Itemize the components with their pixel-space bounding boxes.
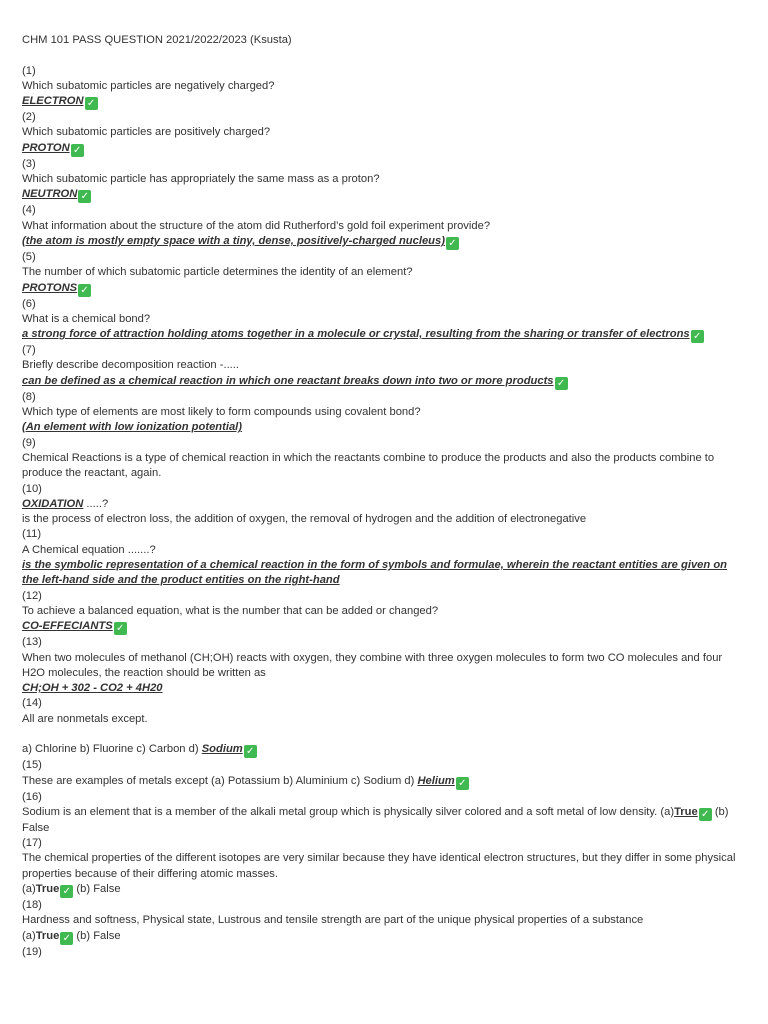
question-text: What information about the structure of the atom did Rutherford’s gold foil experiment provide? (22, 219, 491, 232)
question-number: (2) (22, 111, 36, 124)
check-mark-icon: ✓ (456, 777, 469, 790)
check-mark-icon: ✓ (78, 190, 91, 203)
answer-prefix: (a) (22, 883, 36, 896)
question-number: (16) (22, 790, 42, 803)
question-number: (7) (22, 344, 36, 357)
question-text: All are nonmetals except. (22, 712, 148, 725)
question-text: Which subatomic particle has appropriately the same mass as a proton? (22, 173, 380, 186)
answer-options: a) Chlorine b) Fluorine c) Carbon d) (22, 743, 202, 756)
question-text: What is a chemical bond? (22, 312, 151, 325)
answer-prefix: (a) (22, 929, 36, 942)
question-number: (3) (22, 157, 36, 170)
question-number: (11) (22, 528, 42, 541)
question-number: (12) (22, 589, 42, 602)
question-number: (8) (22, 390, 36, 403)
question-number: (18) (22, 899, 42, 912)
answer-text: CO-EFFECIANTS (22, 620, 113, 633)
question-number: (1) (22, 64, 36, 77)
question-text: To achieve a balanced equation, what is the number that can be added or changed? (22, 604, 439, 617)
question-number: (15) (22, 759, 42, 772)
question-text: Briefly describe decomposition reaction -..... (22, 359, 240, 372)
question-text: Which type of elements are most likely to form compounds using covalent bond? (22, 406, 421, 419)
question-text: When two molecules of methanol (CH;OH) reacts with oxygen, they combine with three oxygen molecules to form two CO molecules and four H2O molecules, the reaction should be written as (22, 651, 723, 679)
check-mark-icon: ✓ (555, 377, 568, 390)
answer-text: Helium (417, 774, 455, 787)
check-mark-icon: ✓ (60, 932, 73, 945)
question-text: The chemical properties of the different isotopes are very similar because they have identical electron structures, but they differ in some physical properties because of their differing atomic masses. (22, 852, 736, 880)
question-text: Which subatomic particles are negatively charged? (22, 79, 275, 92)
blank-line (22, 727, 746, 742)
answer-text: True (35, 883, 60, 896)
answer-text: True (674, 805, 698, 818)
answer-text: OXIDATION (22, 497, 84, 510)
question-number: (6) (22, 297, 36, 310)
answer-option-false: (b) False (22, 805, 729, 834)
question-suffix: .....? (83, 497, 109, 510)
question-text: Chemical Reactions is a type of chemical reaction in which the reactants combine to produce the products and also the products combine to produce the reactant, again. (22, 451, 715, 480)
check-mark-icon: ✓ (446, 237, 459, 250)
check-mark-icon: ✓ (78, 284, 91, 297)
question-number: (19) (22, 945, 42, 958)
question-text: Sodium is an element that is a member of the alkali metal group which is physically silver colored and a soft metal of low density. (a) (22, 805, 675, 818)
answer-text: PROTON (22, 141, 70, 154)
answer-text: ELECTRON (22, 95, 84, 108)
answer-text: CH;OH + 302 - CO2 + 4H20 (22, 682, 163, 695)
question-number: (13) (22, 636, 42, 649)
check-mark-icon: ✓ (114, 622, 127, 635)
check-mark-icon: ✓ (85, 97, 98, 110)
check-mark-icon: ✓ (71, 144, 84, 157)
answer-text: a strong force of attraction holding atoms together in a molecule or crystal, resulting from the sharing or transfer of electrons (22, 328, 690, 341)
check-mark-icon: ✓ (691, 330, 704, 343)
question-number: (9) (22, 436, 36, 449)
question-text: A Chemical equation .......? (22, 543, 156, 556)
check-mark-icon: ✓ (60, 885, 73, 898)
check-mark-icon: ✓ (699, 808, 712, 821)
question-text: Which subatomic particles are positively charged? (22, 126, 271, 139)
question-number: (10) (22, 482, 42, 495)
answer-text: (An element with low ionization potential) (22, 421, 243, 434)
question-text: Hardness and softness, Physical state, Lustrous and tensile strength are part of the unique physical properties of a substance (22, 914, 644, 927)
answer-text: can be defined as a chemical reaction in which one reactant breaks down into two or more products (22, 374, 554, 387)
answer-text: (the atom is mostly empty space with a tiny, dense, positively-charged nucleus) (22, 234, 445, 247)
question-text: These are examples of metals except (a) Potassium b) Aluminium c) Sodium d) (22, 774, 418, 787)
answer-text: PROTONS (22, 281, 78, 294)
answer-text: Sodium (201, 743, 243, 756)
answer-text: NEUTRON (22, 188, 78, 201)
question-number: (5) (22, 250, 36, 263)
answer-option-false: (b) False (73, 883, 121, 896)
answer-text: True (35, 929, 60, 942)
question-text: The number of which subatomic particle determines the identity of an element? (22, 266, 413, 279)
question-number: (17) (22, 837, 42, 850)
check-mark-icon: ✓ (244, 745, 257, 758)
question-number: (4) (22, 204, 36, 217)
answer-text: is the symbolic representation of a chemical reaction in the form of symbols and formulae, wherein the reactant entities are given on the left-hand side and the product entities on the right-hand (22, 559, 727, 587)
question-number: (14) (22, 697, 42, 710)
question-text: is the process of electron loss, the addition of oxygen, the removal of hydrogen and the addition of electronegative (22, 513, 587, 526)
answer-option-false: (b) False (73, 929, 121, 942)
page-title: CHM 101 PASS QUESTION 2021/2022/2023 (Ksusta) (22, 34, 292, 46)
